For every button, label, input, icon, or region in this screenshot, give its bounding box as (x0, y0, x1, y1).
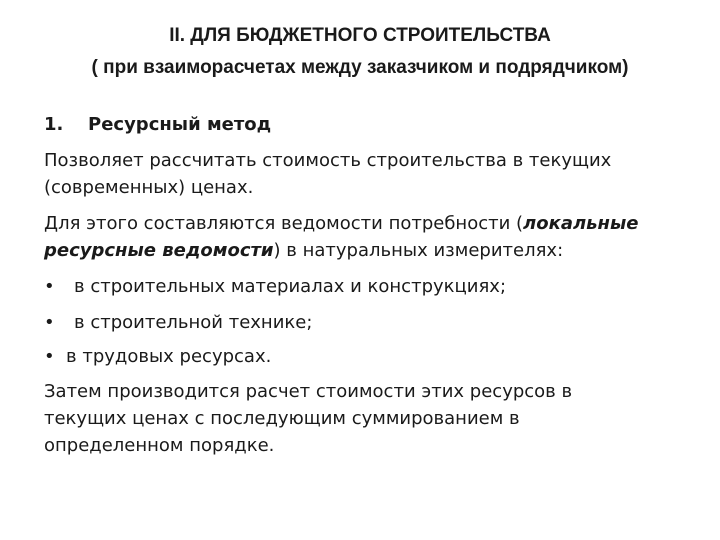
list-item (44, 343, 271, 370)
slide-subtitle: ( при взаиморасчетах между заказчиком и подрядчиком) (91, 57, 629, 78)
bullet-icon: • (44, 346, 55, 367)
bullet-icon: • (44, 276, 55, 297)
list-item-text: в трудовых ресурсах. (66, 346, 272, 367)
slide-title: II. ДЛЯ БЮДЖЕТНОГО СТРОИТЕЛЬСТВА (169, 25, 551, 46)
paragraph-2-italic-2: ресурсные ведомости (44, 240, 274, 261)
paragraph-2-text-start: Для этого составляются ведомости потребности ( (44, 213, 524, 234)
paragraph-2-line-2 (44, 237, 563, 264)
paragraph-2-italic-1: локальные (523, 213, 639, 234)
paragraph-2-line-1 (44, 210, 638, 237)
bullet-icon: • (44, 312, 55, 333)
section-heading (44, 111, 271, 138)
section-heading-text: Ресурсный метод (88, 114, 272, 135)
section-number: 1. (44, 114, 64, 135)
paragraph-3-line-3: определенном порядке. (44, 435, 275, 456)
paragraph-3-line-2: текущих ценах с последующим суммированием в (44, 408, 520, 429)
list-item-text: в строительных материалах и конструкциях; (74, 276, 507, 297)
paragraph-1-line-1: Позволяет рассчитать стоимость строительства в текущих (44, 150, 612, 171)
paragraph-1-line-2: (современных) ценах. (44, 177, 254, 198)
paragraph-3-line-1: Затем производится расчет стоимости этих ресурсов в (44, 381, 573, 402)
list-item (44, 273, 506, 300)
list-item (44, 309, 312, 336)
paragraph-2-text-end: ) в натуральных измерителях: (273, 240, 564, 261)
list-item-text: в строительной технике; (74, 312, 313, 333)
